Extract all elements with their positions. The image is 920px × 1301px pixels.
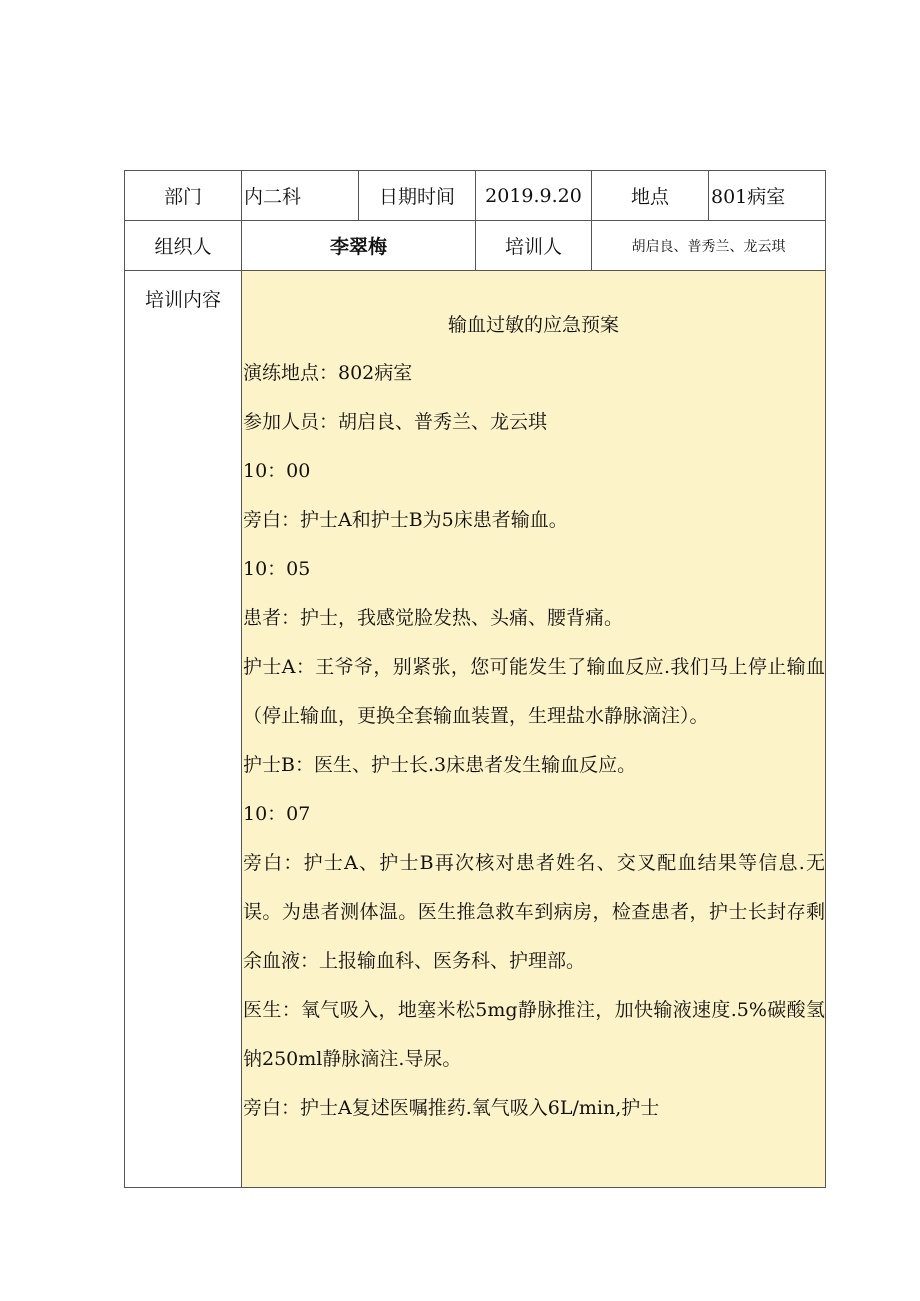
patient-line: 患者：护士，我感觉脸发热、头痛、腰背痛。	[243, 607, 624, 629]
content-cell	[242, 271, 826, 1188]
time-stamp: 10：00	[243, 460, 311, 482]
content-title: 输血过敏的应急预案	[447, 314, 619, 336]
doctor-line: 医生：氧气吸入，地塞米松5mg静脉推注，加快输液速度.5%碳酸氢钠250ml静脉滴注.导尿。	[243, 999, 825, 1070]
training-record-table	[124, 170, 826, 1188]
nurse-b-line: 护士B：医生、护士长.3床患者发生输血反应。	[243, 754, 637, 776]
narration: 旁白：护士A复述医嘱推药.氧气吸入6L/min,护士	[243, 1097, 660, 1119]
content-label: 培训内容	[125, 271, 242, 1188]
time-stamp: 10：05	[243, 558, 311, 580]
datetime-label: 日期时间	[359, 171, 476, 221]
organizer-value: 李翠梅	[242, 221, 476, 271]
trainee-label: 培训人	[476, 221, 592, 271]
department-label: 部门	[125, 171, 242, 221]
location-label: 地点	[592, 171, 709, 221]
datetime-value: 2019.9.20	[476, 171, 592, 221]
department-value: 内二科	[242, 171, 359, 221]
narration: 旁白：护士A和护士B为5床患者输血。	[243, 509, 568, 531]
nurse-a-line: 护士A：王爷爷，别紧张，您可能发生了输血反应.我们马上停止输血（停止输血，更换全套输血装置，生理盐水静脉滴注）。	[243, 656, 825, 727]
header-row-1	[125, 171, 826, 221]
participants: 参加人员：胡启良、普秀兰、龙云琪	[243, 411, 548, 433]
content-row	[125, 271, 826, 1188]
content-body	[242, 271, 825, 1133]
time-stamp: 10：07	[243, 803, 311, 825]
location-value: 801病室	[709, 171, 826, 221]
header-row-2	[125, 221, 826, 271]
narration: 旁白：护士A、护士B再次核对患者姓名、交叉配血结果等信息.无误。为患者测体温。医生推急救车到病房，检查患者，护士长封存剩余血液：上报输血科、医务科、护理部。	[243, 852, 825, 972]
trainee-value: 胡启良、普秀兰、龙云琪	[592, 221, 826, 271]
drill-location: 演练地点：802病室	[243, 362, 413, 384]
organizer-label: 组织人	[125, 221, 242, 271]
